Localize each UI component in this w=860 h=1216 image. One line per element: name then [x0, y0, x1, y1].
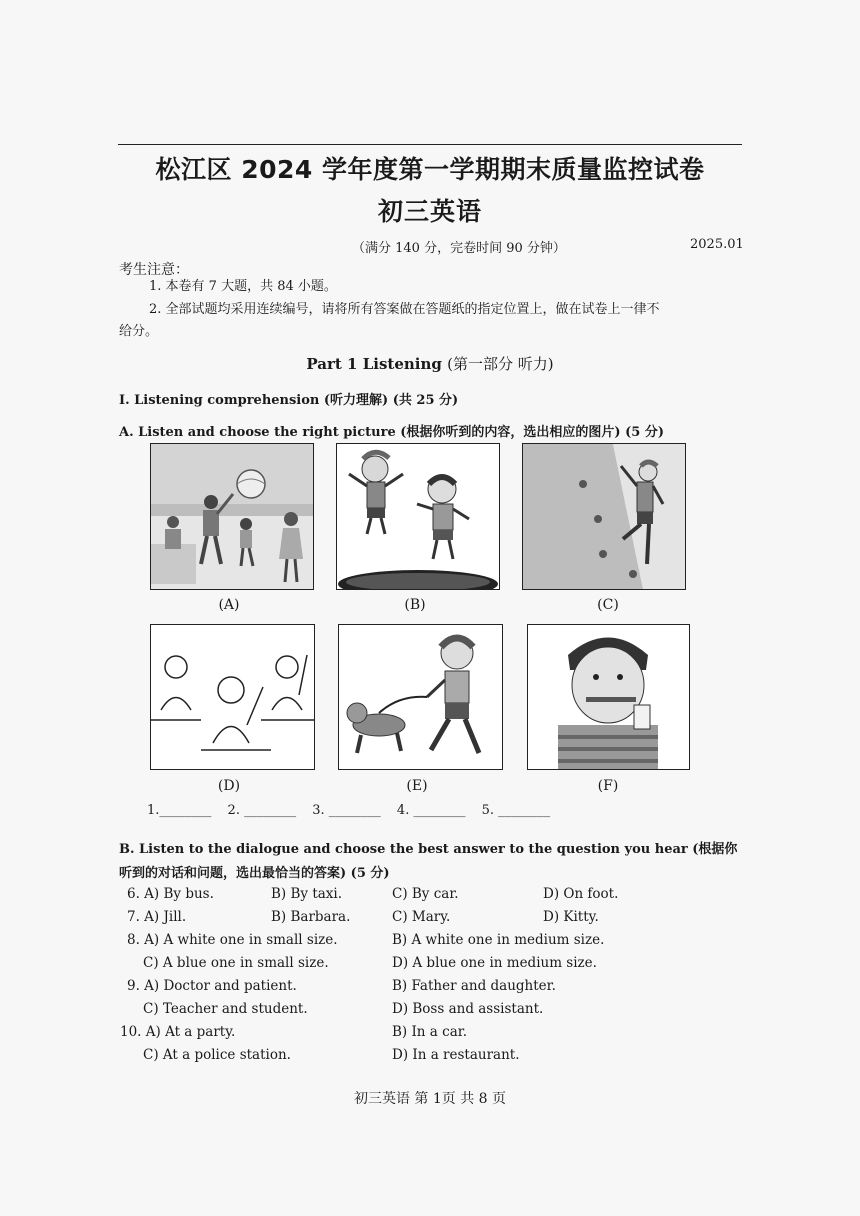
- exam-title: 松江区 2024 学年度第一学期期末质量监控试卷: [155, 155, 705, 184]
- q6-option-b: B) By taxi.: [271, 886, 343, 902]
- students-raising-hands-illustration: [151, 625, 314, 769]
- picture-a: [150, 443, 314, 590]
- exam-info: （满分 140 分，完卷时间 90 分钟）: [352, 241, 566, 256]
- picture-e: [338, 624, 503, 770]
- q9-option-a: 9. A) Doctor and patient.: [127, 978, 297, 994]
- boy-walking-dog-illustration: [339, 625, 502, 769]
- q9-option-c: C) Teacher and student.: [143, 1001, 308, 1017]
- q7-option-c: C) Mary.: [392, 909, 451, 925]
- q9-option-d: D) Boss and assistant.: [392, 1001, 544, 1017]
- exam-date: 2025.01: [690, 237, 744, 252]
- picture-label-c: (C): [597, 597, 619, 613]
- section-b-title: B. Listen to the dialogue and choose the best answer to the question you hear (根据你听到的对话和问题，选出最恰当的答案) (5 分): [119, 842, 738, 881]
- q10-option-b: B) In a car.: [392, 1024, 468, 1040]
- picture-label-a: (A): [218, 597, 240, 613]
- section-a-title: A. Listen and choose the right picture (根据你听到的内容，选出相应的图片) (5 分): [119, 425, 664, 440]
- q9-option-b: B) Father and daughter.: [392, 978, 556, 994]
- picture-label-d: (D): [217, 778, 241, 794]
- notice-item-1: 1. 本卷有 7 大题，共 84 小题。: [149, 279, 337, 294]
- q8-option-c: C) A blue one in small size.: [143, 955, 329, 971]
- picture-c: [522, 443, 686, 590]
- top-divider: [118, 144, 742, 145]
- picture-d: [150, 624, 315, 770]
- part-title: [0, 353, 860, 374]
- picture-label-b: (B): [404, 597, 426, 613]
- part-title-en: Part 1 Listening: [306, 355, 442, 373]
- q7-option-d: D) Kitty.: [543, 909, 599, 925]
- picture-b: [336, 443, 500, 590]
- q10-option-a: 10. A) At a party.: [120, 1024, 236, 1040]
- notice-item-2-continued: 给分。: [119, 324, 159, 339]
- notice-item-2: 2. 全部试题均采用连续编号，请将所有答案做在答题纸的指定位置上，做在试卷上一律不: [149, 302, 660, 317]
- q7-option-b: B) Barbara.: [271, 909, 351, 925]
- q6-option-c: C) By car.: [392, 886, 459, 902]
- q8-option-a: 8. A) A white one in small size.: [127, 932, 338, 948]
- answer-blank-4[interactable]: 4. ________: [396, 803, 466, 818]
- q8-option-b: B) A white one in medium size.: [392, 932, 605, 948]
- q10-option-c: C) At a police station.: [143, 1047, 291, 1063]
- rock-climbing-illustration: [523, 444, 685, 589]
- exam-subtitle: 初三英语: [377, 197, 482, 226]
- q6-option-d: D) On foot.: [543, 886, 619, 902]
- picture-f: [527, 624, 690, 770]
- q6-option-a: 6. A) By bus.: [127, 886, 214, 902]
- answer-blanks: [147, 803, 562, 818]
- answer-blank-5[interactable]: 5. ________: [481, 803, 551, 818]
- part-title-cn: (第一部分 听力): [447, 355, 554, 373]
- picture-label-f: (F): [597, 778, 619, 794]
- boy-brushing-teeth-illustration: [528, 625, 689, 769]
- answer-blank-2[interactable]: 2. ________: [227, 803, 297, 818]
- q10-option-d: D) In a restaurant.: [392, 1047, 520, 1063]
- page-footer: 初三英语 第 1页 共 8 页: [353, 1091, 507, 1107]
- picture-label-e: (E): [406, 778, 428, 794]
- answer-blank-3[interactable]: 3. ________: [312, 803, 381, 818]
- notice-heading: 考生注意：: [119, 262, 189, 278]
- q7-option-a: 7. A) Jill.: [127, 909, 187, 925]
- answer-blank-1[interactable]: 1.________: [147, 803, 212, 818]
- q8-option-d: D) A blue one in medium size.: [392, 955, 597, 971]
- section-1-title: I. Listening comprehension (听力理解) (共 25 分): [119, 393, 459, 408]
- trampoline-kids-illustration: [337, 444, 499, 589]
- beach-ball-family-illustration: [151, 444, 313, 589]
